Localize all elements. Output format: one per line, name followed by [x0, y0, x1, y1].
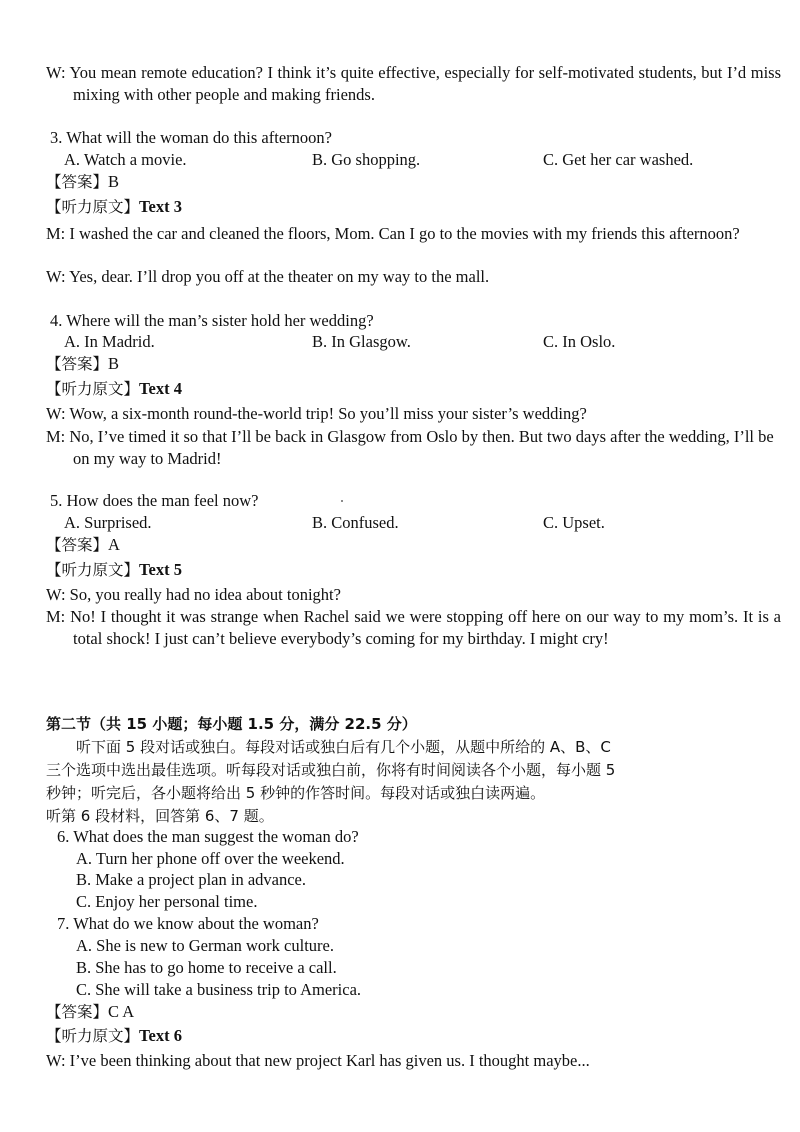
question-stem: 7. What do we know about the woman?	[57, 914, 319, 933]
speaker-label: M:	[46, 607, 66, 626]
option-a: A. In Madrid.	[64, 332, 155, 351]
option-b: B. Confused.	[312, 513, 399, 532]
answer-value: B	[108, 354, 120, 373]
transcript-label: 【听力原文】	[46, 198, 140, 216]
transcript-label: 【听力原文】	[46, 380, 140, 398]
transcript-heading	[46, 1025, 182, 1047]
option-c: C. She will take a business trip to America.	[76, 980, 362, 999]
option-b: B. She has to go home to receive a call.	[76, 958, 337, 977]
transcript-heading	[46, 196, 182, 218]
question-stem: 4. Where will the man’s sister hold her wedding?	[50, 311, 374, 330]
speaker-label: W:	[46, 63, 66, 82]
speaker-label: M:	[46, 427, 66, 446]
option-b: B. Go shopping.	[312, 150, 421, 169]
scan-speck	[341, 500, 343, 502]
transcript-title: Text 6	[139, 1026, 182, 1045]
answer-value: C A	[108, 1002, 135, 1021]
option-a: A. Surprised.	[64, 513, 152, 532]
dialogue-line	[46, 403, 781, 425]
answer-line	[46, 171, 119, 193]
instruction-line: 秒钟；听完后，各小题将给出 5 秒钟的作答时间。每段对话或独白读两遍。	[46, 784, 546, 802]
dialogue-line	[46, 584, 781, 606]
dialogue-text: Wow, a six-month round-the-world trip! So you’ll miss your sister’s wedding?	[69, 404, 587, 423]
question-stem: 6. What does the man suggest the woman do?	[57, 827, 359, 846]
answer-value: B	[108, 172, 120, 191]
option-c: C. Get her car washed.	[543, 150, 694, 169]
question-stem: 5. How does the man feel now?	[50, 491, 259, 510]
transcript-title: Text 3	[139, 197, 182, 216]
option-c: C. Upset.	[543, 513, 605, 532]
dialogue-text: So, you really had no idea about tonight?	[69, 585, 341, 604]
answer-line	[46, 1001, 134, 1023]
dialogue-line	[46, 266, 781, 288]
answer-line	[46, 353, 119, 375]
dialogue-line	[46, 1050, 590, 1072]
question-stem: 3. What will the woman do this afternoon?	[50, 128, 332, 147]
dialogue-line	[46, 62, 781, 106]
speaker-label: W:	[46, 267, 66, 286]
dialogue-text: I washed the car and cleaned the floors, Mom. Can I go to the movies with my friends this afternoon?	[69, 224, 740, 243]
material-note: 听第 6 段材料，回答第 6、7 题。	[46, 807, 274, 825]
speaker-label: W:	[46, 404, 66, 423]
dialogue-text: No! I thought it was strange when Rachel said we were stopping off here on our way to my mom’s. It is a total shock! I just can’t believe everybody’s coming for my birthday. I might cry!	[70, 607, 782, 648]
speaker-label: W:	[46, 1051, 66, 1070]
option-b: B. Make a project plan in advance.	[76, 870, 306, 889]
answer-value: A	[108, 535, 120, 554]
answer-label: 【答案】	[46, 536, 109, 554]
option-a: A. Turn her phone off over the weekend.	[76, 849, 345, 868]
option-c: C. Enjoy her personal time.	[76, 892, 258, 911]
instruction-line: 听下面 5 段对话或独白。每段对话或独白后有几个小题，从题中所给的 A、B、C	[76, 738, 611, 756]
answer-line	[46, 534, 120, 556]
dialogue-text: No, I’ve timed it so that I’ll be back in Glasgow from Oslo by then. But two days after the wedding, I’ll be on my way to Madrid!	[69, 427, 774, 468]
option-c: C. In Oslo.	[543, 332, 616, 351]
instruction-line: 三个选项中选出最佳选项。听每段对话或独白前，你将有时间阅读各个小题，每小题 5	[46, 761, 616, 779]
answer-label: 【答案】	[46, 1003, 109, 1021]
option-a: A. She is new to German work culture.	[76, 936, 334, 955]
transcript-label: 【听力原文】	[46, 1027, 140, 1045]
option-a: A. Watch a movie.	[64, 150, 187, 169]
section-heading: 第二节（共 15 小题；每小题 1.5 分，满分 22.5 分）	[46, 715, 417, 733]
option-b: B. In Glasgow.	[312, 332, 411, 351]
speaker-label: W:	[46, 585, 66, 604]
transcript-label: 【听力原文】	[46, 561, 140, 579]
transcript-title: Text 5	[139, 560, 182, 579]
dialogue-text: You mean remote education? I think it’s quite effective, especially for self-motivated students, but I’d miss mixing with other people and making friends.	[69, 63, 781, 104]
answer-label: 【答案】	[46, 173, 109, 191]
dialogue-line	[46, 426, 781, 470]
transcript-heading	[46, 378, 182, 400]
dialogue-line	[46, 606, 781, 650]
dialogue-text: Yes, dear. I’ll drop you off at the theater on my way to the mall.	[69, 267, 490, 286]
transcript-title: Text 4	[139, 379, 182, 398]
dialogue-line	[46, 223, 781, 245]
dialogue-text: I’ve been thinking about that new project Karl has given us. I thought maybe...	[69, 1051, 590, 1070]
transcript-heading	[46, 559, 182, 581]
speaker-label: M:	[46, 224, 66, 243]
answer-label: 【答案】	[46, 355, 109, 373]
